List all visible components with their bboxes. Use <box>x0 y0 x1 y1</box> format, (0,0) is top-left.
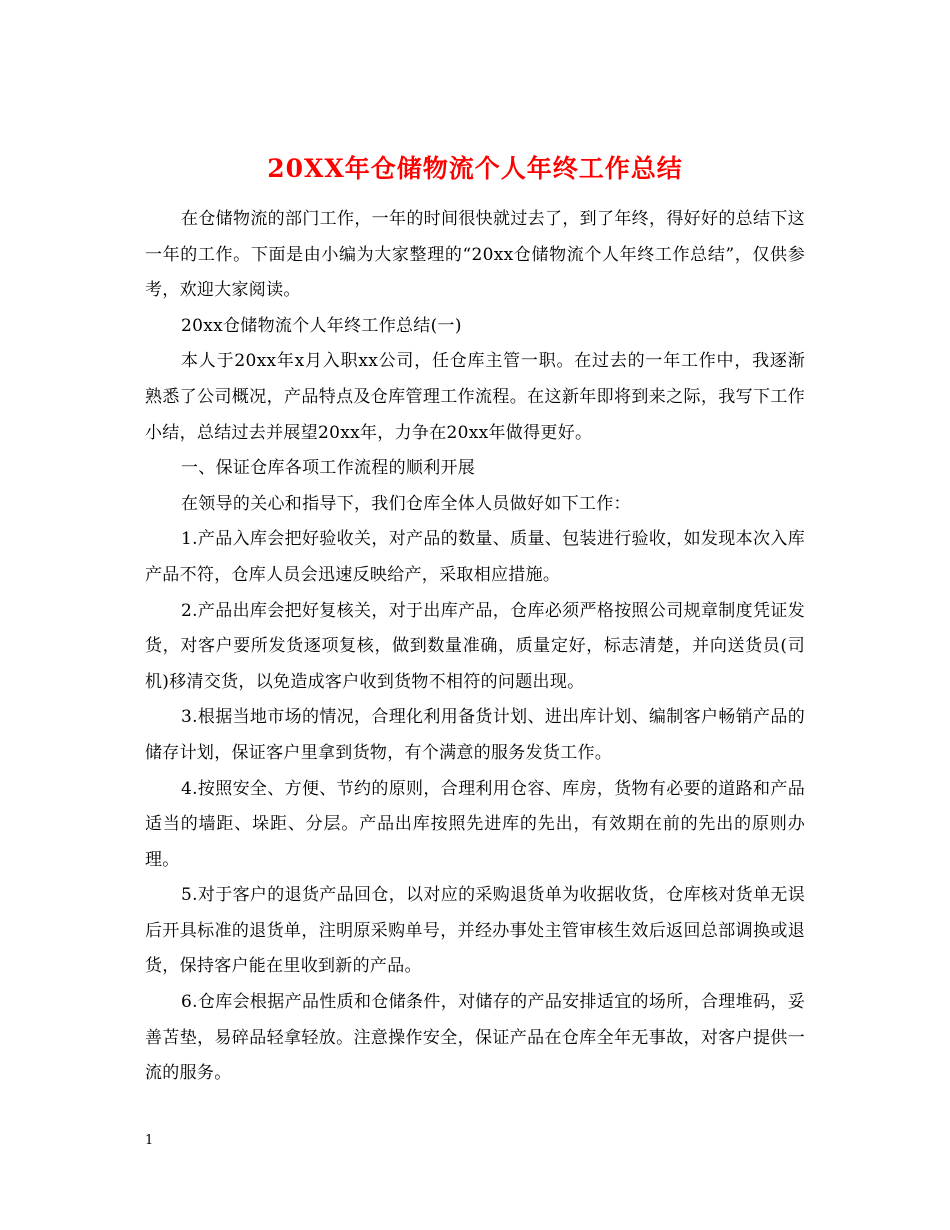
paragraph-item-2: 2.产品出库会把好复核关，对于出库产品，仓库必须严格按照公司规章制度凭证发货，对客户要所发货逐项复核，做到数量准确，质量定好，标志清楚，并向送货员(司机)移清交货，以免造成客户收到货物不相符的问题出现。 <box>145 600 805 692</box>
paragraph-section-heading: 20xx仓储物流个人年终工作总结(一) <box>181 315 462 336</box>
page-number: 1 <box>145 1133 154 1148</box>
paragraph-intro: 在仓储物流的部门工作，一年的时间很快就过去了，到了年终，得好好的总结下这一年的工作。下面是由小编为大家整理的“20xx仓储物流个人年终工作总结”，仅供参考，欢迎大家阅读。 <box>145 209 805 301</box>
paragraph-item-4: 4.按照安全、方便、节约的原则，合理利用仓容、库房，货物有必要的道路和产品适当的墙距、垛距、分层。产品出库按照先进库的先出，有效期在前的先出的原则办理。 <box>145 778 805 870</box>
paragraph-item-6: 6.仓库会根据产品性质和仓储条件，对储存的产品安排适宜的场所，合理堆码，妥善苫垫，易碎品轻拿轻放。注意操作安全，保证产品在仓库全年无事故，对客户提供一流的服务。 <box>145 992 805 1084</box>
document-body <box>145 202 805 1092</box>
paragraph-item-1: 1.产品入库会把好验收关，对产品的数量、质量、包装进行验收，如发现本次入库产品不符，仓库人员会迅速反映给产，采取相应措施。 <box>145 529 805 585</box>
paragraph-self-introduction: 本人于20xx年x月入职xx公司，任仓库主管一职。在过去的一年工作中，我逐渐熟悉了公司概况，产品特点及仓库管理工作流程。在这新年即将到来之际，我写下工作小结，总结过去并展望20xx年，力争在20xx年做得更好。 <box>145 351 805 443</box>
paragraph-item-3: 3.根据当地市场的情况，合理化利用备货计划、进出库计划、编制客户畅销产品的储存计划，保证客户里拿到货物，有个满意的服务发货工作。 <box>145 707 805 763</box>
paragraph-work-lead-in: 在领导的关心和指导下，我们仓库全体人员做好如下工作： <box>181 493 631 514</box>
paragraph-subheading-workflow: 一、保证仓库各项工作流程的顺利开展 <box>181 458 476 479</box>
page-title: 20XX年仓储物流个人年终工作总结 <box>267 153 683 183</box>
paragraph-item-5: 5.对于客户的退货产品回仓，以对应的采购退货单为收据收货，仓库核对货单无误后开具标准的退货单，注明原采购单号，并经办事处主管审核生效后返回总部调换或退货，保持客户能在里收到新的产品。 <box>145 885 805 977</box>
